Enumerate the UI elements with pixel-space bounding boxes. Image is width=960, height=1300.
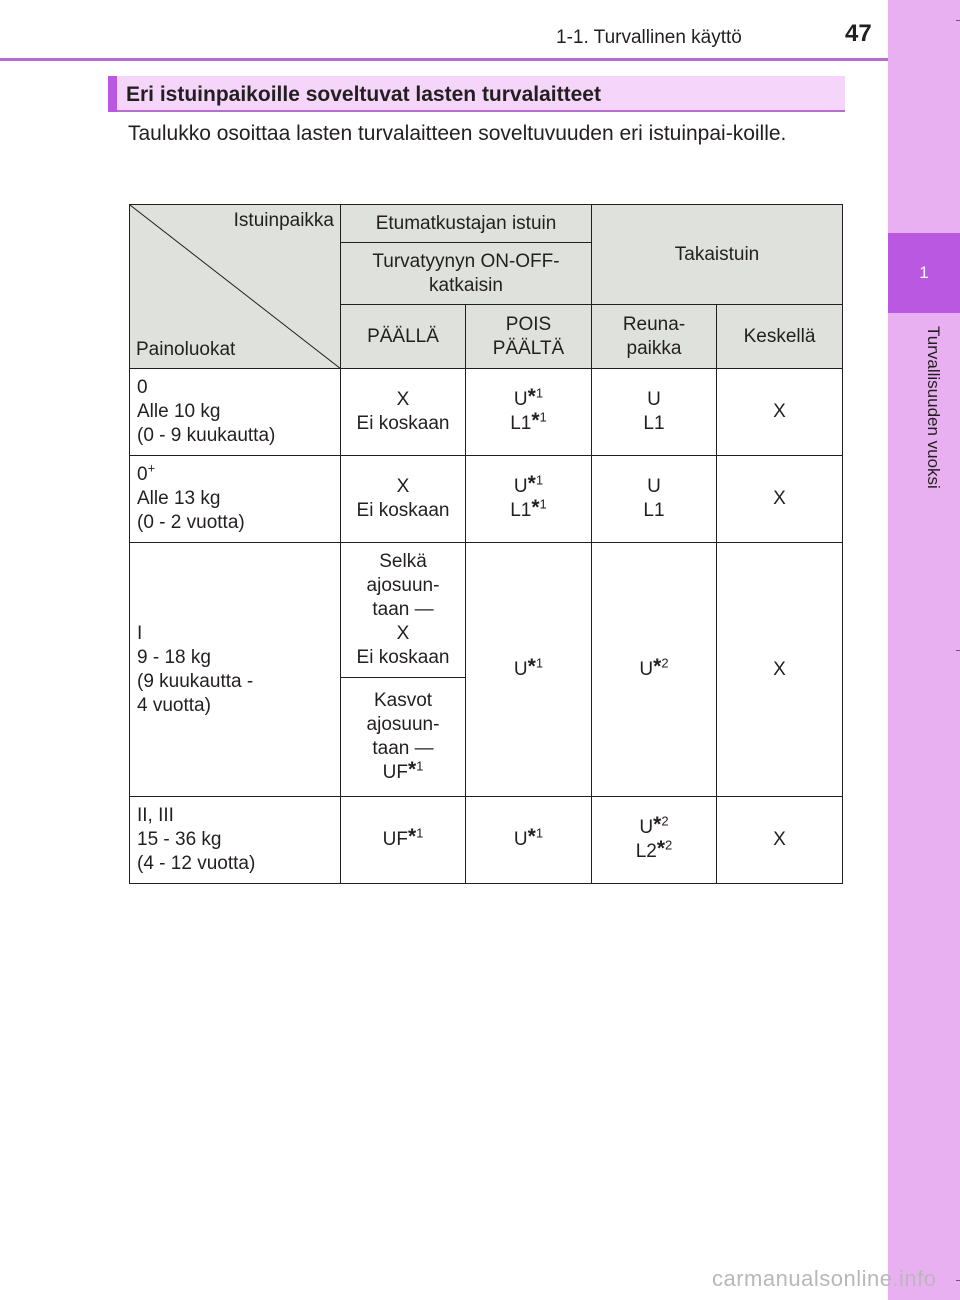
table-corner-cell bbox=[130, 205, 341, 369]
airbag-on-cell: UF*$^1$ bbox=[341, 797, 466, 884]
chapter-number: 1 bbox=[919, 263, 929, 282]
group-age: (0 - 2 vuotta) bbox=[137, 512, 245, 533]
cell-value: ajosuun- bbox=[366, 714, 440, 735]
section-heading-accent bbox=[108, 76, 117, 112]
airbag-on-cell bbox=[341, 456, 466, 543]
cell-value: X bbox=[396, 623, 410, 644]
intro-paragraph: Taulukko osoittaa lasten turvalaitteen soveltuvuuden eri istuinpai-koille. bbox=[128, 122, 787, 145]
cell-value: L1 bbox=[643, 500, 665, 521]
forward-facing-cell bbox=[341, 678, 466, 797]
cell-value: Ei koskaan bbox=[356, 500, 450, 521]
cell-value: taan — bbox=[372, 738, 434, 759]
group-weight: Alle 13 kg bbox=[137, 488, 221, 509]
cell-value: UF*$^1$ bbox=[382, 758, 424, 783]
group-age: 4 vuotta) bbox=[137, 694, 211, 716]
chapter-label: Turvallisuuden vuoksi bbox=[924, 326, 943, 489]
footnote-number: 1 bbox=[539, 496, 547, 512]
footnote-star: * bbox=[407, 758, 417, 781]
airbag-off-cell bbox=[466, 456, 592, 543]
outer-seat-header bbox=[592, 305, 717, 369]
footnote-number: 1 bbox=[535, 385, 544, 401]
table-row bbox=[130, 369, 843, 456]
airbag-switch-line: katkaisin bbox=[429, 274, 503, 296]
cell-value: ajosuun- bbox=[366, 575, 440, 596]
footnote-number: 1 bbox=[416, 825, 424, 841]
group-name: 0+ bbox=[137, 460, 156, 485]
footnote-star: * bbox=[531, 409, 540, 432]
cell-value: Kasvot bbox=[373, 690, 433, 711]
group-weight: 15 - 36 kg bbox=[137, 829, 222, 850]
group-name: II, III bbox=[137, 805, 174, 826]
outer-seat-cell: U*$^2$ bbox=[592, 543, 717, 797]
cell-value: X bbox=[396, 389, 410, 410]
group-weight: 9 - 18 kg bbox=[137, 646, 211, 668]
trim-mark bbox=[956, 1280, 960, 1281]
airbag-switch-header bbox=[341, 243, 592, 305]
center-seat-cell: X bbox=[717, 456, 843, 543]
trim-mark bbox=[956, 650, 960, 651]
footnote-star: * bbox=[531, 496, 540, 519]
running-header: 1-1. Turvallinen käyttö bbox=[556, 27, 742, 48]
cell-value: L1*$^1$ bbox=[510, 496, 547, 521]
footnote-number: 2 bbox=[665, 837, 673, 853]
weight-group-cell bbox=[130, 543, 341, 797]
header-rule bbox=[0, 58, 888, 61]
footnote-number: 1 bbox=[535, 825, 544, 841]
section-title: Eri istuinpaikoille soveltuvat lasten turvalaitteet bbox=[126, 83, 601, 106]
weight-group-cell bbox=[130, 456, 341, 543]
footnote-number: 2 bbox=[661, 813, 669, 829]
trim-mark bbox=[956, 20, 960, 21]
cell-value: Ei koskaan bbox=[356, 413, 450, 434]
footnote-number: 1 bbox=[416, 758, 424, 774]
cell-value: Ei koskaan bbox=[356, 647, 450, 668]
center-seat-cell: X bbox=[717, 369, 843, 456]
footnote-star: * bbox=[527, 825, 536, 848]
group-age: (0 - 9 kuukautta) bbox=[137, 425, 276, 446]
rear-seat-header: Takaistuin bbox=[592, 205, 843, 305]
footnote-star: * bbox=[527, 472, 536, 495]
group-name: I bbox=[137, 622, 143, 644]
cell-value: L2*$^2$ bbox=[635, 837, 673, 862]
footnote-number: 1 bbox=[535, 472, 544, 488]
airbag-switch-line: Turvatyynyn ON-OFF- bbox=[372, 250, 560, 272]
chapter-tab bbox=[888, 233, 960, 313]
side-tab-band bbox=[888, 0, 960, 1300]
airbag-on-cell bbox=[341, 369, 466, 456]
watermark: carmanualsonline.info bbox=[712, 1266, 937, 1291]
cell-value: Selkä bbox=[379, 551, 427, 572]
weight-group-label: Painoluokat bbox=[136, 339, 236, 360]
center-seat-cell: X bbox=[717, 543, 843, 797]
section-heading-bar bbox=[108, 76, 845, 112]
cell-value: L1*$^1$ bbox=[510, 409, 547, 434]
group-age: (4 - 12 vuotta) bbox=[137, 853, 256, 874]
footnote-star: * bbox=[653, 654, 662, 678]
cell-value: U bbox=[647, 476, 661, 497]
cell-value: X bbox=[396, 476, 410, 497]
footnote-number: 1 bbox=[535, 655, 544, 671]
child-restraint-table bbox=[129, 204, 843, 884]
outer-seat-cell bbox=[592, 797, 717, 884]
center-seat-header: Keskellä bbox=[717, 305, 843, 369]
cell-value: L1 bbox=[643, 413, 665, 434]
page-number: 47 bbox=[845, 20, 872, 47]
cell-value: U*$^2$ bbox=[639, 813, 669, 838]
footnote-number: 2 bbox=[661, 655, 669, 671]
footnote-star: * bbox=[527, 654, 536, 678]
group-age: (9 kuukautta - bbox=[137, 670, 254, 692]
footnote-star: * bbox=[653, 813, 662, 836]
airbag-off-header bbox=[466, 305, 592, 369]
footnote-star: * bbox=[527, 385, 536, 408]
group-superscript: + bbox=[147, 460, 156, 476]
header-line: POIS bbox=[505, 313, 552, 335]
group-weight: Alle 10 kg bbox=[137, 401, 221, 422]
outer-seat-cell bbox=[592, 369, 717, 456]
cell-value: U*$^1$ bbox=[513, 472, 544, 497]
weight-group-cell bbox=[130, 797, 341, 884]
table-row bbox=[130, 456, 843, 543]
footnote-star: * bbox=[407, 825, 417, 848]
cell-value: U bbox=[647, 389, 661, 410]
group-name: 0 bbox=[137, 377, 148, 398]
front-seat-header: Etumatkustajan istuin bbox=[341, 205, 592, 243]
center-seat-cell: X bbox=[717, 797, 843, 884]
rear-facing-cell bbox=[341, 543, 466, 678]
footnote-number: 1 bbox=[539, 409, 547, 425]
header-line: PÄÄLTÄ bbox=[492, 337, 565, 359]
airbag-off-cell: U*$^1$ bbox=[466, 543, 592, 797]
header-line: Reuna- bbox=[622, 313, 686, 335]
table-row bbox=[130, 543, 843, 678]
airbag-off-cell: U*$^1$ bbox=[466, 797, 592, 884]
outer-seat-cell bbox=[592, 456, 717, 543]
cell-value: U*$^1$ bbox=[513, 385, 544, 410]
cell-value: taan — bbox=[372, 599, 434, 620]
footnote-star: * bbox=[656, 837, 666, 860]
weight-group-cell bbox=[130, 369, 341, 456]
table-row bbox=[130, 797, 843, 884]
seating-position-label: Istuinpaikka bbox=[233, 210, 334, 231]
header-line: paikka bbox=[626, 337, 682, 359]
airbag-off-cell bbox=[466, 369, 592, 456]
airbag-on-header: PÄÄLLÄ bbox=[341, 305, 466, 369]
